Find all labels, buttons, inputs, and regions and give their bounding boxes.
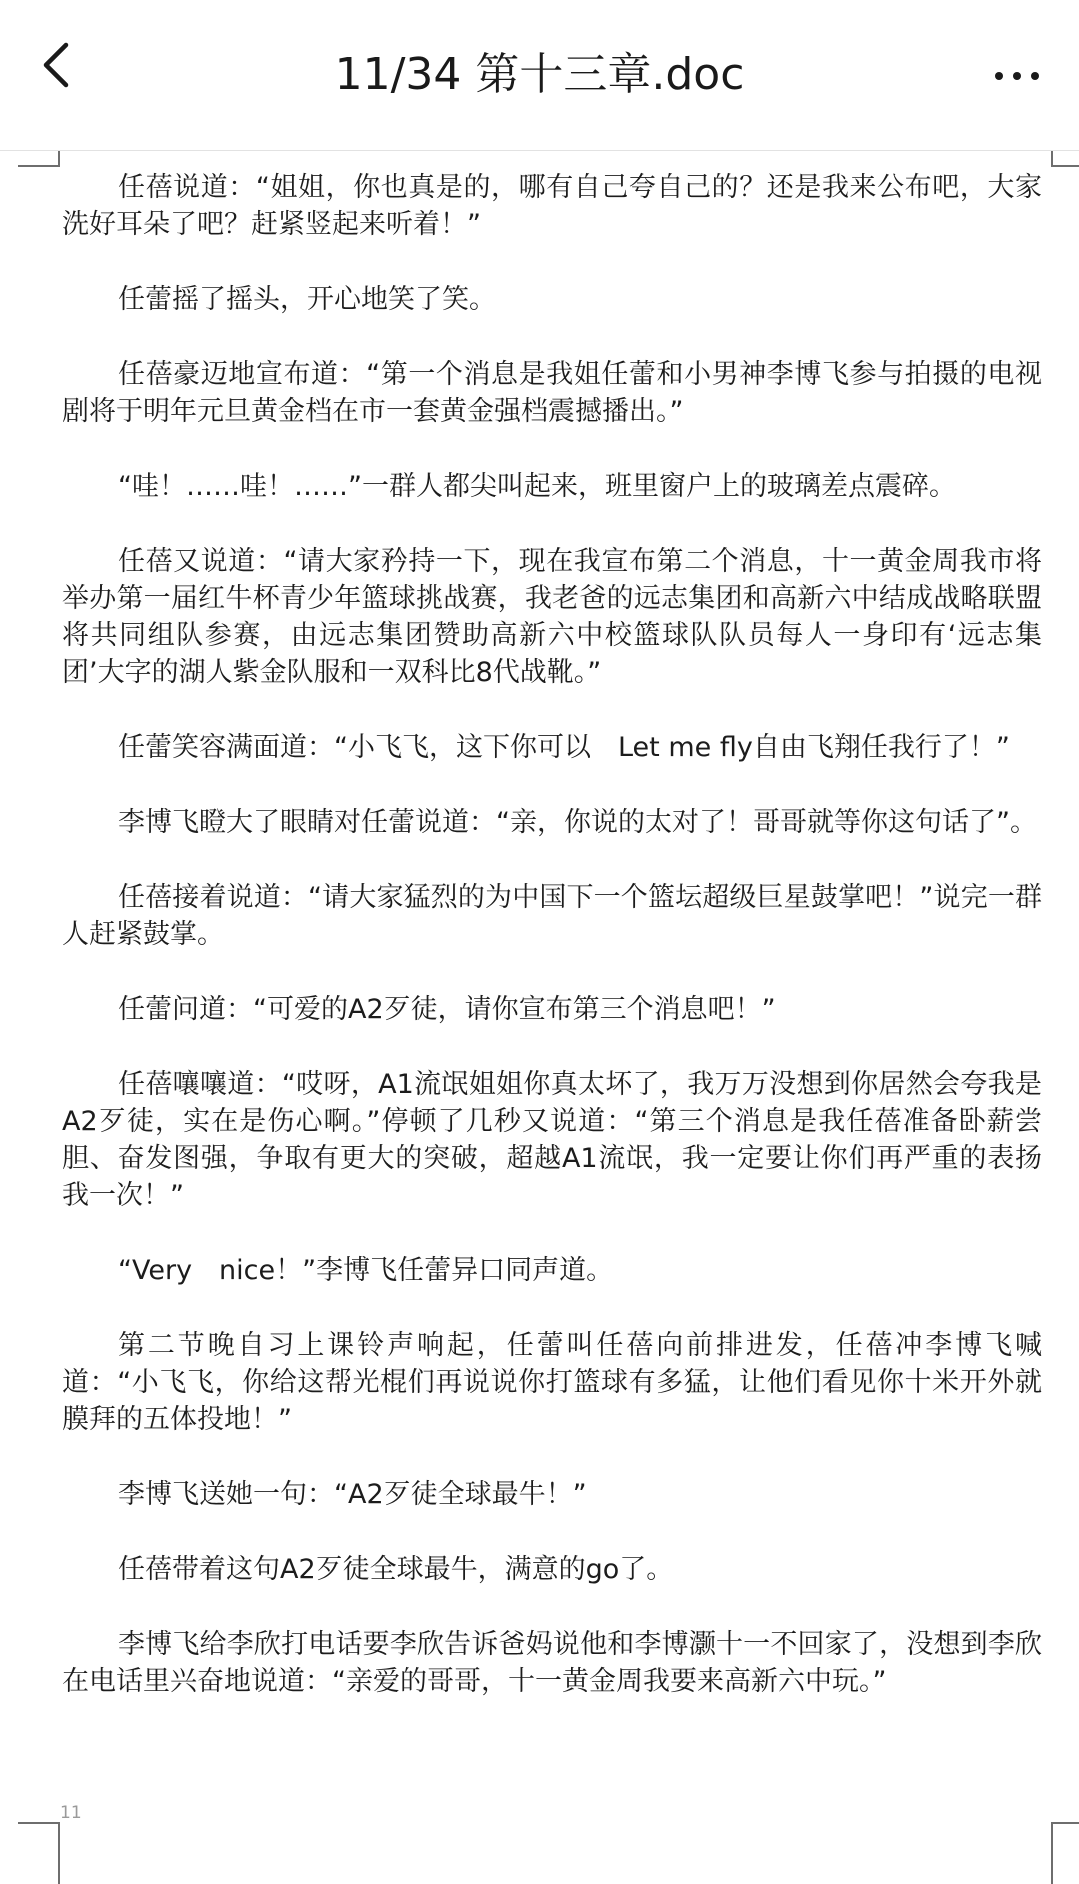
paragraph: 李博飞瞪大了眼睛对任蕾说道：“亲，你说的太对了！哥哥就等你这句话了”。	[118, 807, 1037, 838]
paragraph: 任蓓又说道：“请大家矜持一下，现在我宣布第二个消息，十一黄金周我市将举办第一届红牛杯青少年篮球挑战赛，我老爸的远志集团和高新六中结成战略联盟将共同组队参赛，由远志集团赞助高新六中校篮球队队员每人一身印有‘远志集团’大字的湖人紫金队服和一双科比8代战靴。”	[62, 546, 1042, 688]
crop-mark-bottom-left	[18, 1822, 60, 1884]
paragraph: 任蕾摇了摇头，开心地笑了笑。	[118, 284, 496, 315]
document-page	[0, 151, 1079, 1882]
paragraph: “Very nice！”李博飞任蕾异口同声道。	[118, 1255, 614, 1286]
paragraph: 第二节晚自习上课铃声响起，任蕾叫任蓓向前排进发，任蓓冲李博飞喊道：“小飞飞，你给这帮光棍们再说说你打篮球有多猛，让他们看见你十米开外就膜拜的五体投地！”	[62, 1330, 1042, 1435]
paragraph: 李博飞送她一句：“A2歹徒全球最牛！”	[118, 1479, 587, 1510]
paragraph: “哇！……哇！……”一群人都尖叫起来，班里窗户上的玻璃差点震碎。	[118, 471, 956, 502]
paragraph: 任蕾笑容满面道：“小飞飞，这下你可以 Let me fly自由飞翔任我行了！”	[118, 732, 1010, 763]
paragraph: 任蕾问道：“可爱的A2歹徒，请你宣布第三个消息吧！”	[118, 994, 776, 1025]
paragraph: 任蓓带着这句A2歹徒全球最牛，满意的go了。	[118, 1554, 674, 1585]
crop-mark-bottom-right	[1051, 1822, 1079, 1884]
paragraph: 任蓓嚷嚷道：“哎呀，A1流氓姐姐你真太坏了，我万万没想到你居然会夸我是A2歹徒，实在是伤心啊。”停顿了几秒又说道：“第三个消息是我任蓓准备卧薪尝胆、奋发图强，争取有更大的突破，超越A1流氓，我一定要让你们再严重的表扬我一次！”	[62, 1069, 1042, 1211]
paragraph: 任蓓说道：“姐姐，你也真是的，哪有自己夸自己的？还是我来公布吧，大家洗好耳朵了吧？赶紧竖起来听着！”	[62, 172, 1042, 240]
paragraph: 任蓓接着说道：“请大家猛烈的为中国下一个篮坛超级巨星鼓掌吧！”说完一群人赶紧鼓掌。	[62, 882, 1042, 950]
crop-mark-top-left	[18, 151, 60, 167]
page-number: 11	[60, 1803, 82, 1823]
document-title: 11/34 第十三章.doc	[334, 49, 745, 100]
more-options-button[interactable]	[979, 50, 1049, 102]
crop-mark-top-right	[1051, 151, 1079, 167]
chevron-left-icon	[40, 40, 110, 110]
back-button[interactable]	[40, 40, 110, 110]
top-bar	[0, 0, 1079, 151]
paragraph: 李博飞给李欣打电话要李欣告诉爸妈说他和李博灏十一不回家了，没想到李欣在电话里兴奋地说道：“亲爱的哥哥，十一黄金周我要来高新六中玩。”	[62, 1629, 1042, 1697]
paragraph: 任蓓豪迈地宣布道：“第一个消息是我姐任蕾和小男神李博飞参与拍摄的电视剧将于明年元旦黄金档在市一套黄金强档震撼播出。”	[62, 359, 1042, 427]
more-horizontal-icon	[979, 50, 1049, 102]
document-body	[62, 169, 1042, 1738]
